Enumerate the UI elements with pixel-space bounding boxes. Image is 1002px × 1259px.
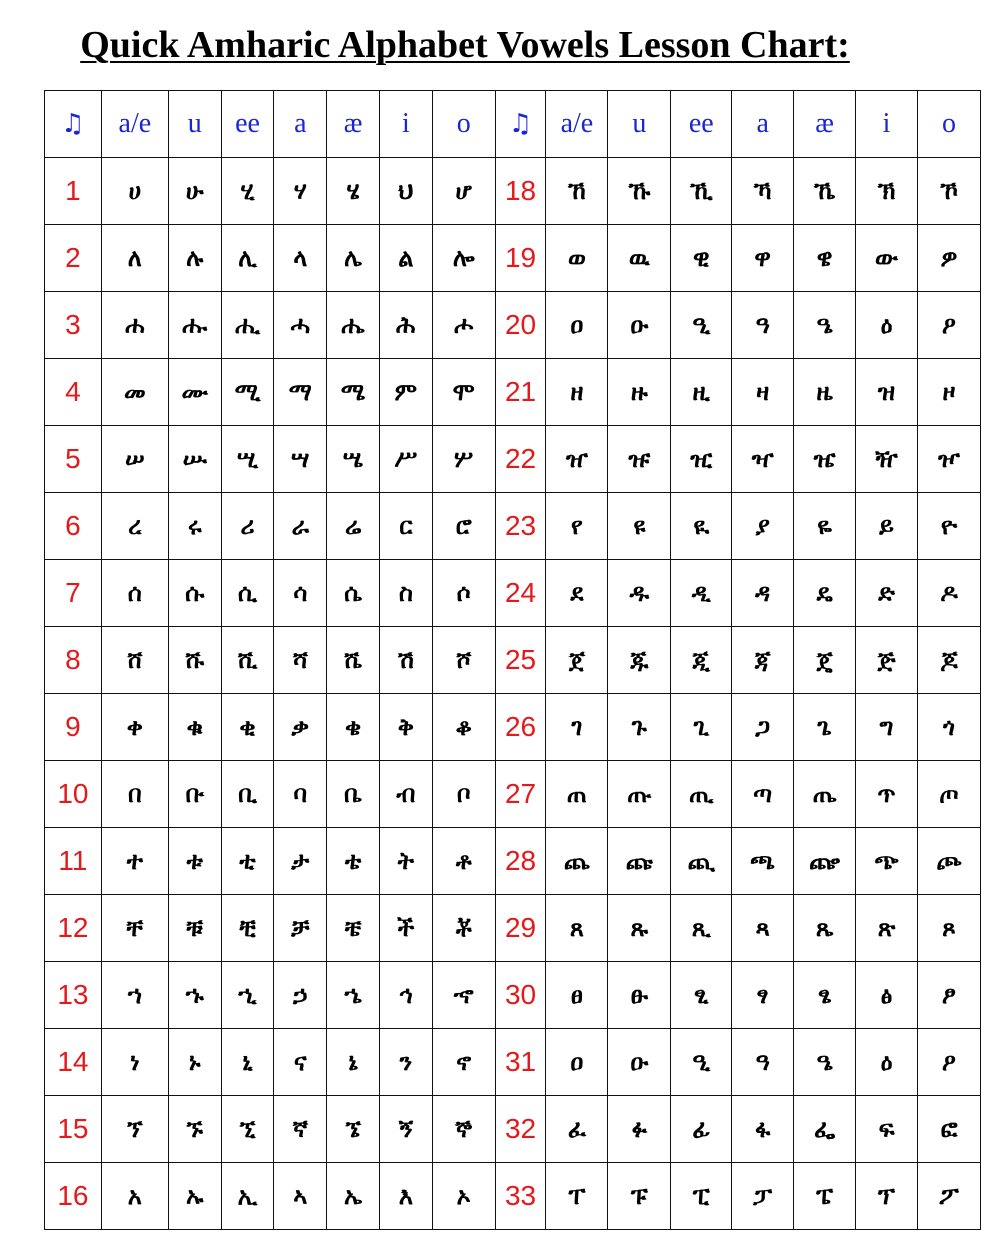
fidel-cell: ፃ (732, 962, 794, 1029)
fidel-cell: ኼ (794, 158, 856, 225)
row-number: 1 (45, 158, 102, 225)
table-row (45, 694, 981, 761)
fidel-cell: ቃ (274, 694, 327, 761)
row-number: 30 (495, 962, 546, 1029)
fidel-cell: ጂ (671, 627, 732, 694)
fidel-cell: ዥ (856, 426, 918, 493)
fidel-cell: ሀ (101, 158, 168, 225)
fidel-cell: ዉ (608, 225, 671, 292)
fidel-cell: ፈ (546, 1096, 608, 1163)
fidel-cell: ዡ (608, 426, 671, 493)
fidel-cell: ዙ (608, 359, 671, 426)
vowel-header: a (274, 91, 327, 158)
fidel-cell: ዓ (732, 292, 794, 359)
fidel-cell: ቡ (168, 761, 221, 828)
fidel-cell: ም (379, 359, 432, 426)
fidel-cell: ጭ (856, 828, 918, 895)
fidel-cell: ስ (379, 560, 432, 627)
fidel-cell: ቀ (101, 694, 168, 761)
fidel-cell: ሔ (327, 292, 380, 359)
fidel-cell: ኻ (732, 158, 794, 225)
fidel-cell: ኅ (379, 962, 432, 1029)
fidel-cell: ጦ (917, 761, 980, 828)
fidel-cell: ሙ (168, 359, 221, 426)
fidel-cell: ሬ (327, 493, 380, 560)
fidel-cell: ቹ (168, 895, 221, 962)
fidel-cell: ዐ (546, 292, 608, 359)
fidel-cell: ች (379, 895, 432, 962)
fidel-cell: ኝ (379, 1096, 432, 1163)
fidel-cell: ጄ (794, 627, 856, 694)
fidel-cell: ሺ (221, 627, 274, 694)
fidel-cell: ጃ (732, 627, 794, 694)
fidel-cell: ወ (546, 225, 608, 292)
fidel-cell: ዛ (732, 359, 794, 426)
table-row (45, 828, 981, 895)
fidel-cell: ቾ (432, 895, 495, 962)
table-row (45, 761, 981, 828)
fidel-cell: ሢ (221, 426, 274, 493)
fidel-cell: ጋ (732, 694, 794, 761)
fidel-cell: ጻ (732, 895, 794, 962)
fidel-cell: ፉ (608, 1096, 671, 1163)
fidel-cell: በ (101, 761, 168, 828)
fidel-cell: ሤ (327, 426, 380, 493)
vowel-header: i (856, 91, 918, 158)
row-number: 23 (495, 493, 546, 560)
fidel-cell: ዖ (917, 1029, 980, 1096)
fidel-cell: ጀ (546, 627, 608, 694)
fidel-cell: ዪ (671, 493, 732, 560)
row-number: 20 (495, 292, 546, 359)
fidel-cell: ን (379, 1029, 432, 1096)
fidel-cell: ቱ (168, 828, 221, 895)
table-row (45, 1163, 981, 1230)
table-row (45, 158, 981, 225)
fidel-cell: ኑ (168, 1029, 221, 1096)
fidel-cell: ደ (546, 560, 608, 627)
fidel-cell: ዲ (671, 560, 732, 627)
fidel-cell: ቸ (101, 895, 168, 962)
fidel-cell: ያ (732, 493, 794, 560)
fidel-cell: ጨ (546, 828, 608, 895)
fidel-cell: ኣ (274, 1163, 327, 1230)
fidel-cell: ዊ (671, 225, 732, 292)
fidel-cell: ጢ (671, 761, 732, 828)
table-row (45, 560, 981, 627)
table-row (45, 627, 981, 694)
fidel-cell: ቺ (221, 895, 274, 962)
row-number: 11 (45, 828, 102, 895)
row-number: 8 (45, 627, 102, 694)
fidel-cell: ኙ (168, 1096, 221, 1163)
fidel-cell: ት (379, 828, 432, 895)
fidel-cell: ሎ (432, 225, 495, 292)
fidel-cell: ሹ (168, 627, 221, 694)
vowel-header: a (732, 91, 794, 158)
fidel-cell: ኄ (327, 962, 380, 1029)
fidel-cell: ጸ (546, 895, 608, 962)
row-number: 22 (495, 426, 546, 493)
fidel-cell: ኞ (432, 1096, 495, 1163)
fidel-cell: ኛ (274, 1096, 327, 1163)
table-row (45, 292, 981, 359)
fidel-cell: ሕ (379, 292, 432, 359)
row-number: 33 (495, 1163, 546, 1230)
fidel-cell: ዖ (917, 292, 980, 359)
row-number: 32 (495, 1096, 546, 1163)
fidel-cell: ባ (274, 761, 327, 828)
vowel-header: u (168, 91, 221, 158)
vowel-header: a/e (101, 91, 168, 158)
fidel-cell: ለ (101, 225, 168, 292)
fidel-cell: ፕ (856, 1163, 918, 1230)
fidel-cell: ጊ (671, 694, 732, 761)
fidel-cell: ሓ (274, 292, 327, 359)
fidel-cell: ኸ (546, 158, 608, 225)
fidel-cell: ሑ (168, 292, 221, 359)
vowel-header: ee (221, 91, 274, 158)
fidel-cell: ጁ (608, 627, 671, 694)
fidel-cell: ሮ (432, 493, 495, 560)
music-note-icon: ♫ (45, 91, 102, 158)
table-row (45, 225, 981, 292)
fidel-cell: ፁ (608, 962, 671, 1029)
fidel-cell: ኽ (856, 158, 918, 225)
fidel-cell: ሒ (221, 292, 274, 359)
fidel-cell: ቂ (221, 694, 274, 761)
fidel-cell: ሥ (379, 426, 432, 493)
fidel-cell: ይ (856, 493, 918, 560)
vowel-header: u (608, 91, 671, 158)
table-row (45, 493, 981, 560)
fidel-cell: ዘ (546, 359, 608, 426)
fidel-cell: ሾ (432, 627, 495, 694)
fidel-cell: ዶ (917, 560, 980, 627)
fidel-cell: ፐ (546, 1163, 608, 1230)
fidel-cell: ዝ (856, 359, 918, 426)
fidel-cell: ፑ (608, 1163, 671, 1230)
vowel-header: o (432, 91, 495, 158)
fidel-cell: ጼ (794, 895, 856, 962)
fidel-cell: ፍ (856, 1096, 918, 1163)
fidel-cell: ኾ (917, 158, 980, 225)
vowel-header: i (379, 91, 432, 158)
fidel-cell: ድ (856, 560, 918, 627)
row-number: 9 (45, 694, 102, 761)
fidel-cell: ሊ (221, 225, 274, 292)
fidel-cell: ኢ (221, 1163, 274, 1230)
fidel-cell: ሩ (168, 493, 221, 560)
row-number: 12 (45, 895, 102, 962)
fidel-cell: ሆ (432, 158, 495, 225)
fidel-cell: ጎ (917, 694, 980, 761)
fidel-cell: ፀ (546, 962, 608, 1029)
fidel-cell: ጹ (608, 895, 671, 962)
fidel-cell: ቻ (274, 895, 327, 962)
fidel-cell: ሄ (327, 158, 380, 225)
fidel-cell: ዎ (917, 225, 980, 292)
table-row (45, 426, 981, 493)
fidel-cell: ራ (274, 493, 327, 560)
row-number: 19 (495, 225, 546, 292)
table-row (45, 962, 981, 1029)
fidel-cell: ኡ (168, 1163, 221, 1230)
fidel-cell: ህ (379, 158, 432, 225)
fidel-cell: ሴ (327, 560, 380, 627)
fidel-cell: ፓ (732, 1163, 794, 1230)
vowel-header: æ (327, 91, 380, 158)
fidel-cell: ሌ (327, 225, 380, 292)
fidel-cell: ቦ (432, 761, 495, 828)
fidel-cell: መ (101, 359, 168, 426)
row-number: 16 (45, 1163, 102, 1230)
fidel-cell: ጺ (671, 895, 732, 962)
vowel-header: æ (794, 91, 856, 158)
fidel-cell: ዕ (856, 1029, 918, 1096)
fidel-cell: ቅ (379, 694, 432, 761)
fidel-cell: ኒ (221, 1029, 274, 1096)
fidel-cell: ረ (101, 493, 168, 560)
fidel-cell: ል (379, 225, 432, 292)
fidel-cell: ሜ (327, 359, 380, 426)
fidel-cell: ኆ (432, 962, 495, 1029)
fidel-cell: ጉ (608, 694, 671, 761)
fidel-cell: ሻ (274, 627, 327, 694)
fidel-cell: ቄ (327, 694, 380, 761)
fidel-cell: ሃ (274, 158, 327, 225)
fidel-cell: ዣ (732, 426, 794, 493)
vowel-header: ee (671, 91, 732, 158)
fidel-cell: ግ (856, 694, 918, 761)
fidel-cell: ኃ (274, 962, 327, 1029)
fidel-cell: ዑ (608, 1029, 671, 1096)
fidel-cell: ሰ (101, 560, 168, 627)
fidel-cell: ፄ (794, 962, 856, 1029)
fidel-cell: ዕ (856, 292, 918, 359)
fidel-cell: ቶ (432, 828, 495, 895)
fidel-cell: ኺ (671, 158, 732, 225)
fidel-cell: ሁ (168, 158, 221, 225)
fidel-cell: ሲ (221, 560, 274, 627)
row-number: 15 (45, 1096, 102, 1163)
fidel-cell: እ (379, 1163, 432, 1230)
vowel-header: o (917, 91, 980, 158)
row-number: 28 (495, 828, 546, 895)
table-row (45, 1029, 981, 1096)
row-number: 31 (495, 1029, 546, 1096)
fidel-cell: ፂ (671, 962, 732, 1029)
fidel-cell: ጾ (917, 895, 980, 962)
fidel-cell: የ (546, 493, 608, 560)
fidel-cell: ኘ (101, 1096, 168, 1163)
fidel-cell: ዚ (671, 359, 732, 426)
fidel-cell: ጤ (794, 761, 856, 828)
fidel-cell: ዌ (794, 225, 856, 292)
row-number: 14 (45, 1029, 102, 1096)
fidel-cell: ቢ (221, 761, 274, 828)
fidel-cell: ፔ (794, 1163, 856, 1230)
table-row (45, 1096, 981, 1163)
fidel-cell: ሱ (168, 560, 221, 627)
fidel-cell: ሳ (274, 560, 327, 627)
chart-body (45, 91, 981, 1230)
fidel-cell: ሪ (221, 493, 274, 560)
fidel-cell: ላ (274, 225, 327, 292)
fidel-cell: ጫ (732, 828, 794, 895)
fidel-cell: ዋ (732, 225, 794, 292)
fidel-cell: ጡ (608, 761, 671, 828)
row-number: 24 (495, 560, 546, 627)
fidel-cell: ዬ (794, 493, 856, 560)
fidel-cell: ሼ (327, 627, 380, 694)
fidel-cell: ፊ (671, 1096, 732, 1163)
fidel-cell: አ (101, 1163, 168, 1230)
fidel-cell: ዴ (794, 560, 856, 627)
fidel-cell: ቆ (432, 694, 495, 761)
row-number: 21 (495, 359, 546, 426)
fidel-cell: ፆ (917, 962, 980, 1029)
fidel-cell: ሐ (101, 292, 168, 359)
row-number: 10 (45, 761, 102, 828)
fidel-cell: ጪ (671, 828, 732, 895)
fidel-cell: ነ (101, 1029, 168, 1096)
fidel-cell: ር (379, 493, 432, 560)
fidel-cell: ኀ (101, 962, 168, 1029)
fidel-cell: ፋ (732, 1096, 794, 1163)
fidel-cell: ሦ (432, 426, 495, 493)
fidel-cell: ቤ (327, 761, 380, 828)
fidel-cell: ታ (274, 828, 327, 895)
fidel-cell: ኜ (327, 1096, 380, 1163)
fidel-cell: ዢ (671, 426, 732, 493)
fidel-cell: ሽ (379, 627, 432, 694)
fidel-cell: ኖ (432, 1029, 495, 1096)
fidel-cell: ማ (274, 359, 327, 426)
fidel-cell: ሚ (221, 359, 274, 426)
fidel-cell: ጮ (917, 828, 980, 895)
row-number: 13 (45, 962, 102, 1029)
fidel-cell: ና (274, 1029, 327, 1096)
page-title: Quick Amharic Alphabet Vowels Lesson Chart: (80, 24, 850, 66)
fidel-cell: ዒ (671, 1029, 732, 1096)
fidel-cell: ኔ (327, 1029, 380, 1096)
fidel-cell: ፖ (917, 1163, 980, 1230)
fidel-cell: ዤ (794, 426, 856, 493)
fidel-cell: ጽ (856, 895, 918, 962)
vowel-header: a/e (546, 91, 608, 158)
fidel-cell: ገ (546, 694, 608, 761)
fidel-cell: ኤ (327, 1163, 380, 1230)
fidel-cell: ሣ (274, 426, 327, 493)
fidel-cell: ሂ (221, 158, 274, 225)
fidel-cell: ጅ (856, 627, 918, 694)
fidel-cell: ሞ (432, 359, 495, 426)
row-number: 2 (45, 225, 102, 292)
fidel-cell: ዩ (608, 493, 671, 560)
fidel-cell: ዔ (794, 1029, 856, 1096)
fidel-cell: ሖ (432, 292, 495, 359)
row-number: 4 (45, 359, 102, 426)
fidel-cell: ዐ (546, 1029, 608, 1096)
fidel-cell: ዱ (608, 560, 671, 627)
fidel-cell: ጬ (794, 828, 856, 895)
fidel-cell: ዞ (917, 359, 980, 426)
fidel-cell: ኂ (221, 962, 274, 1029)
fidel-cell: ጥ (856, 761, 918, 828)
fidel-cell: ጌ (794, 694, 856, 761)
fidel-cell: ፒ (671, 1163, 732, 1230)
fidel-cell: ፌ (794, 1096, 856, 1163)
row-number: 25 (495, 627, 546, 694)
fidel-cell: ፅ (856, 962, 918, 1029)
fidel-cell: ፎ (917, 1096, 980, 1163)
row-number: 29 (495, 895, 546, 962)
fidel-cell: ቁ (168, 694, 221, 761)
fidel-cell: ዜ (794, 359, 856, 426)
alphabet-chart (44, 90, 981, 1230)
row-number: 18 (495, 158, 546, 225)
fidel-cell: ዑ (608, 292, 671, 359)
fidel-cell: ዓ (732, 1029, 794, 1096)
fidel-cell: ሶ (432, 560, 495, 627)
fidel-cell: ኹ (608, 158, 671, 225)
fidel-cell: ጆ (917, 627, 980, 694)
fidel-cell: ዒ (671, 292, 732, 359)
fidel-cell: ዳ (732, 560, 794, 627)
fidel-cell: ዠ (546, 426, 608, 493)
fidel-cell: ተ (101, 828, 168, 895)
fidel-cell: ጠ (546, 761, 608, 828)
fidel-cell: ኚ (221, 1096, 274, 1163)
row-number: 3 (45, 292, 102, 359)
row-number: 6 (45, 493, 102, 560)
fidel-cell: ኦ (432, 1163, 495, 1230)
fidel-cell: ጩ (608, 828, 671, 895)
fidel-cell: ዦ (917, 426, 980, 493)
row-number: 26 (495, 694, 546, 761)
row-number: 7 (45, 560, 102, 627)
fidel-cell: ቼ (327, 895, 380, 962)
fidel-cell: ዔ (794, 292, 856, 359)
fidel-cell: ጣ (732, 761, 794, 828)
fidel-cell: ቲ (221, 828, 274, 895)
fidel-cell: ው (856, 225, 918, 292)
music-note-icon: ♫ (495, 91, 546, 158)
fidel-cell: ዮ (917, 493, 980, 560)
row-number: 5 (45, 426, 102, 493)
fidel-cell: ሠ (101, 426, 168, 493)
fidel-cell: ሡ (168, 426, 221, 493)
fidel-cell: ኁ (168, 962, 221, 1029)
header-row (45, 91, 981, 158)
row-number: 27 (495, 761, 546, 828)
table-row (45, 895, 981, 962)
fidel-cell: ሉ (168, 225, 221, 292)
fidel-cell: ሸ (101, 627, 168, 694)
fidel-cell: ቴ (327, 828, 380, 895)
table-row (45, 359, 981, 426)
fidel-cell: ብ (379, 761, 432, 828)
